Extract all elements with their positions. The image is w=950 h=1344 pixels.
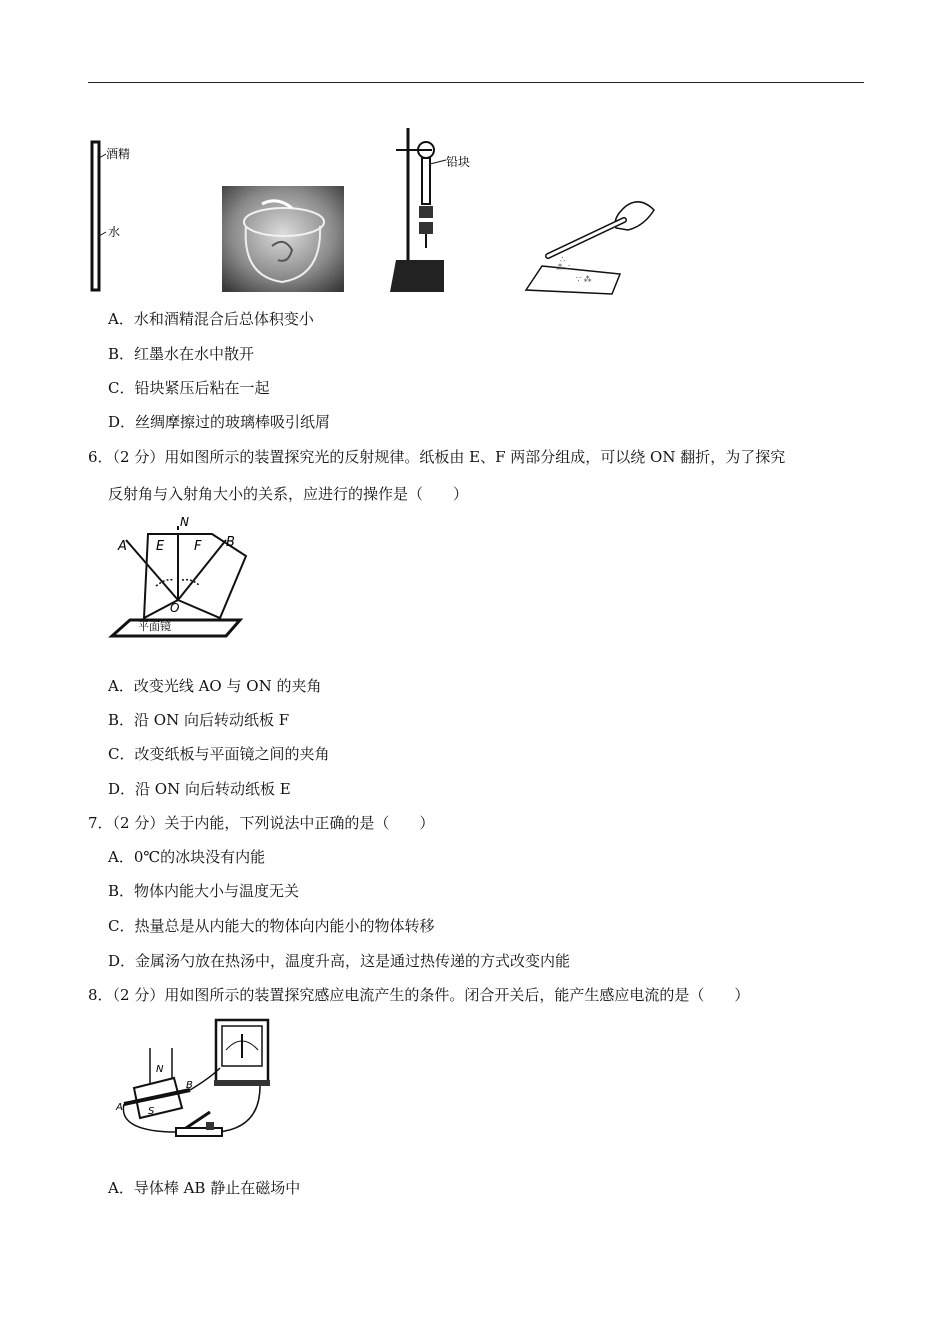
- label-o: O: [170, 601, 180, 615]
- svg-text:∴: ∴: [560, 255, 566, 264]
- lead-block-stand-figure: [388, 126, 488, 296]
- magnet-s-label: S: [148, 1106, 155, 1117]
- label-a: A: [118, 539, 127, 554]
- q7-option-d[interactable]: D．金属汤勺放在热汤中，温度升高，这是通过热传递的方式改变内能: [108, 952, 571, 970]
- label-b: B: [226, 535, 235, 550]
- q5-option-b[interactable]: B．红墨水在水中散开: [108, 345, 255, 363]
- q6-option-c[interactable]: C．改变纸板与平面镜之间的夹角: [108, 745, 330, 763]
- q7-option-a[interactable]: A．0℃的冰块没有内能: [108, 848, 266, 866]
- light-reflection-figure: [108, 516, 254, 640]
- q6-option-a[interactable]: A．改变光线 AO 与 ON 的夹角: [108, 677, 322, 695]
- q7-option-c[interactable]: C．热量总是从内能大的物体向内能小的物体转移: [108, 917, 435, 935]
- svg-text:⁂ ∴: ⁂ ∴: [556, 263, 572, 272]
- q6-option-d[interactable]: D．沿 ON 向后转动纸板 E: [108, 780, 291, 798]
- q7-stem: 7．（2 分）关于内能，下列说法中正确的是（ ）: [88, 814, 435, 832]
- red-ink-beaker-photo: [222, 186, 344, 292]
- q8-stem: 8．（2 分）用如图所示的装置探究感应电流产生的条件。闭合开关后，能产生感应电流的是（ ）: [88, 986, 750, 1004]
- q5-option-d[interactable]: D．丝绸摩擦过的玻璃棒吸引纸屑: [108, 413, 331, 431]
- q6-stem-line1: 6．（2 分）用如图所示的装置探究光的反射规律。纸板由 E、F 两部分组成，可以绕 ON 翻折，为了探究: [88, 448, 786, 466]
- q6-option-b[interactable]: B．沿 ON 向后转动纸板 F: [108, 711, 290, 729]
- q7-option-b[interactable]: B．物体内能大小与温度无关: [108, 882, 300, 900]
- induction-circuit-figure: [110, 1018, 272, 1142]
- rod-end-a-label: A: [116, 1102, 123, 1113]
- svg-text:∵ ⁂: ∵ ⁂: [576, 275, 592, 284]
- plane-mirror-label: 平面镜: [138, 620, 171, 633]
- q6-stem-line2: 反射角与入射角大小的关系，应进行的操作是（ ）: [108, 485, 469, 503]
- header-rule: [88, 82, 864, 83]
- q5-option-c[interactable]: C．铅块紧压后粘在一起: [108, 379, 270, 397]
- magnet-n-label: N: [156, 1064, 164, 1075]
- water-label: 水: [108, 225, 121, 239]
- label-n: N: [180, 516, 189, 529]
- lead-block-label: 铅块: [446, 155, 471, 169]
- rod-end-b-label: B: [186, 1080, 193, 1091]
- label-e: E: [156, 539, 165, 554]
- alcohol-label: 酒精: [106, 147, 131, 161]
- q8-option-a[interactable]: A．导体棒 AB 静止在磁场中: [108, 1179, 301, 1197]
- label-f: F: [194, 539, 202, 554]
- glass-rod-paper-scraps-figure: [520, 190, 660, 298]
- alcohol-water-tube-figure: [86, 138, 146, 294]
- q5-option-a[interactable]: A．水和酒精混合后总体积变小: [108, 310, 314, 328]
